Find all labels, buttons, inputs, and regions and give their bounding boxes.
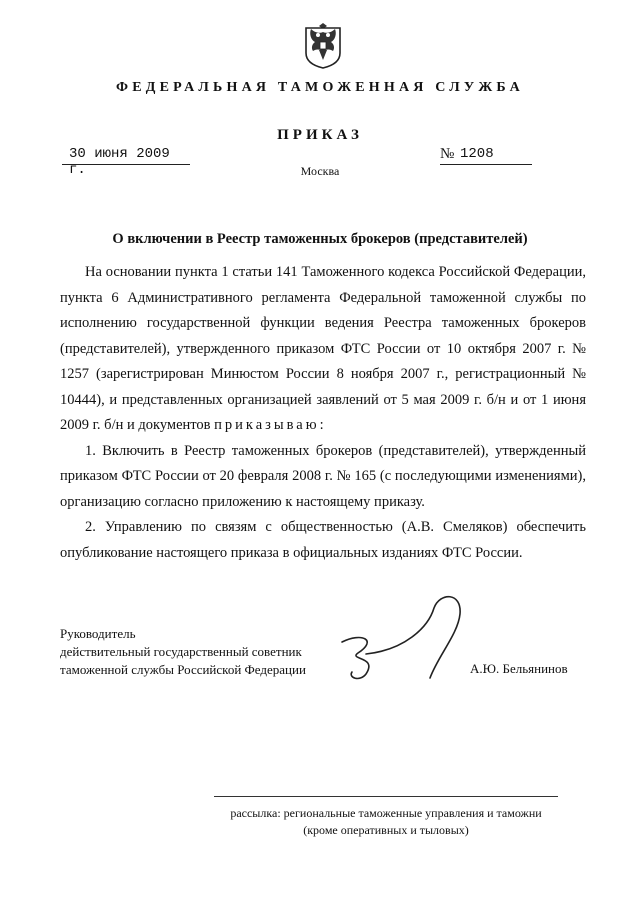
coat-of-arms-emblem (301, 20, 345, 70)
document-body (60, 260, 586, 566)
signatory-name: А.Ю. Бельянинов (470, 661, 568, 676)
signatory-title-line-3: таможенной службы Российской Федерации (60, 662, 306, 677)
document-type: ПРИКАЗ (277, 127, 363, 143)
signatory-title-line-1: Руководитель (60, 626, 136, 641)
body-item-1: 1. Включить в Реестр таможенных брокеров (представителей), утвержденный приказом ФТС России от 20 февраля 2008 г. № 165 (с последующими изменениями), организацию согласно приложению к настоящему приказу. (60, 442, 586, 510)
body-intro (60, 260, 586, 439)
body-intro-text: На основании пункта 1 статьи 141 Таможенного кодекса Российской Федерации, пункта 6 Административного регламента Федеральной таможенной службы по исполнению государственной функции ведения Реестра таможенных брокеров (представителей), утвержденного приказом ФТС России от 10 октября 2007 г. № 1257 (зарегистрирован Минюстом России 8 ноября 2007 г., регистрационный № 10444), и представленных организацией заявлений от 5 мая 2009 г. б/н и от 1 июня 2009 г. б/н и документов (60, 264, 586, 433)
body-item-2: 2. Управлению по связям с общественностью (А.В. Смеляков) обеспечить опубликование настоящего приказа в официальных изданиях ФТС России. (60, 519, 586, 561)
agency-name: ФЕДЕРАЛЬНАЯ ТАМОЖЕННАЯ СЛУЖБА (116, 80, 524, 95)
issue-city: Москва (300, 164, 340, 178)
order-number-field (440, 146, 532, 165)
distribution-line-1: рассылка: региональные таможенные управления и таможни (230, 806, 542, 820)
signatory-title-line-2: действительный государственный советник (60, 644, 302, 659)
distribution-list (214, 796, 558, 839)
signatory-title-block (60, 625, 306, 679)
order-command: приказываю: (214, 417, 327, 433)
order-date: 30 июня 2009 г. (69, 146, 170, 178)
number-sign: № (440, 146, 455, 162)
distribution-line-2: (кроме оперативных и тыловых) (303, 823, 469, 837)
document-subject: О включении в Реестр таможенных брокеров (представителей) (112, 231, 528, 247)
order-date-field (62, 146, 190, 178)
order-number: 1208 (460, 146, 494, 162)
